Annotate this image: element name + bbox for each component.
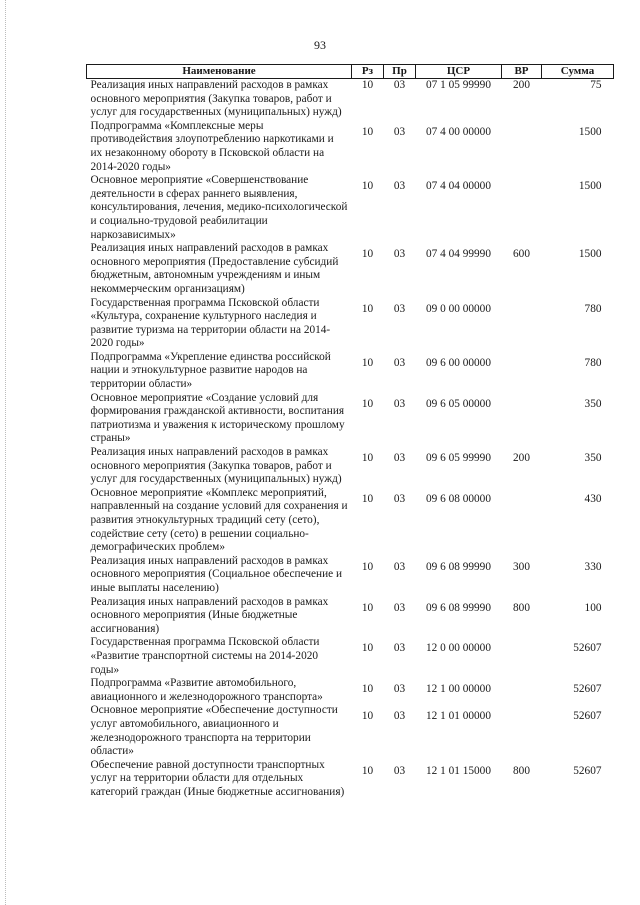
- cell-name: Подпрограмма «Комплексные меры противодействия злоупотреблению наркотиками и их незаконному обороту в Псковской области на 2014-2020 годы»: [90, 119, 334, 173]
- cell-sum: 350: [584, 452, 602, 465]
- cell-name: Основное мероприятие «Совершенствование деятельности в сферах раннего выявления, консультирования, лечения, медико-психологической и социально-трудовой реабилитации наркозависимых»: [90, 174, 348, 241]
- column-header-rz: Рз: [352, 65, 384, 79]
- cell-csr: 07 4 04 99990: [426, 248, 491, 261]
- cell-name: Основное мероприятие «Создание условий для формирования гражданской активности, воспитания патриотизма и уважения к историческому прошлому страны»: [90, 391, 345, 445]
- cell-csr: 07 4 00 00000: [426, 125, 491, 138]
- scan-edge-line: [5, 0, 6, 905]
- column-header-pr: Пр: [384, 65, 416, 79]
- cell-sum: 1500: [578, 180, 602, 193]
- cell-csr: 12 1 01 15000: [426, 764, 491, 777]
- cell-pr: 03: [393, 302, 406, 315]
- cell-csr: 09 6 05 00000: [426, 397, 491, 410]
- cell-vr: 200: [513, 452, 530, 465]
- cell-name: Основное мероприятие «Обеспечение доступности услуг автомобильного, авиационного и железнодорожного транспорта на территории области»: [90, 704, 338, 758]
- table-row: [87, 636, 614, 677]
- cell-sum: 52607: [573, 710, 602, 723]
- cell-pr: 03: [393, 180, 406, 193]
- cell-rz: 10: [361, 683, 374, 696]
- cell-name: Реализация иных направлений расходов в рамках основного мероприятия (Социальное обеспечение и иные выплаты населению): [90, 554, 343, 594]
- cell-sum: 100: [584, 601, 602, 614]
- cell-sum: 330: [584, 560, 602, 573]
- table-row: [87, 174, 614, 242]
- cell-rz: 10: [361, 452, 374, 465]
- page-number: 93: [314, 38, 326, 52]
- cell-name: Государственная программа Псковской области «Культура, сохранение культурного наследия и развитие туризма на территории области на 2014-2020 годы»: [90, 296, 331, 350]
- table-header-row: [87, 65, 614, 79]
- cell-pr: 03: [393, 601, 406, 614]
- table-row: [87, 555, 614, 596]
- column-header-csr: ЦСР: [416, 65, 502, 79]
- cell-rz: 10: [361, 601, 374, 614]
- cell-vr: 800: [513, 601, 530, 614]
- table-body: [87, 79, 614, 800]
- table-row: [87, 351, 614, 392]
- cell-rz: 10: [361, 180, 374, 193]
- cell-csr: 09 6 05 99990: [426, 452, 491, 465]
- column-header-vr: ВР: [502, 65, 542, 79]
- cell-csr: 12 0 00 00000: [426, 642, 491, 655]
- table-row: [87, 596, 614, 637]
- cell-rz: 10: [361, 356, 374, 369]
- cell-vr: 800: [513, 764, 530, 777]
- cell-name: Основное мероприятие «Комплекс мероприятий, направленный на создание условий для сохранения и развития этнокультурных традиций сету (сето), содействие сету (сето) в решении социально-демографических проблем»: [90, 486, 348, 554]
- cell-pr: 03: [393, 710, 406, 723]
- cell-rz: 10: [361, 764, 374, 777]
- cell-pr: 03: [393, 79, 406, 91]
- cell-name: Государственная программа Псковской области «Развитие транспортной системы на 2014-2020 годы»: [90, 636, 320, 676]
- cell-pr: 03: [393, 764, 406, 777]
- cell-name: Реализация иных направлений расходов в рамках основного мероприятия (Закупка товаров, работ и услуг для государственных (муниципальных) нужд): [90, 446, 342, 486]
- cell-vr: 300: [513, 560, 530, 573]
- budget-table: [86, 64, 614, 799]
- cell-name: Подпрограмма «Укрепление единства российской нации и этнокультурное развитие народов на территории области»: [90, 350, 331, 391]
- cell-name: Подпрограмма «Развитие автомобильного, авиационного и железнодорожного транспорта»: [90, 677, 323, 703]
- cell-name: Реализация иных направлений расходов в рамках основного мероприятия (Предоставление субсидий бюджетным, автономным учреждениям и иным некоммерческим организациям): [90, 242, 339, 295]
- column-header-name: Наименование: [87, 65, 352, 79]
- table-row: [87, 759, 614, 800]
- cell-sum: 52607: [573, 764, 602, 777]
- cell-vr: [502, 120, 542, 174]
- cell-rz: 10: [361, 125, 374, 138]
- cell-csr: 09 6 08 00000: [426, 492, 491, 505]
- cell-pr: 03: [393, 560, 406, 573]
- cell-csr: 07 4 04 00000: [426, 180, 491, 193]
- cell-csr: 07 1 05 99990: [426, 79, 491, 91]
- cell-csr: 12 1 00 00000: [426, 683, 491, 696]
- table-row: [87, 487, 614, 555]
- cell-vr: [502, 636, 542, 677]
- cell-sum: 52607: [573, 683, 602, 696]
- table-row: [87, 704, 614, 758]
- cell-name: Реализация иных направлений расходов в рамках основного мероприятия (Иные бюджетные ассигнования): [90, 595, 329, 635]
- cell-sum: 780: [584, 302, 602, 315]
- cell-vr: 600: [513, 248, 530, 261]
- cell-csr: 09 6 08 99990: [426, 601, 491, 614]
- cell-vr: [502, 677, 542, 704]
- cell-rz: 10: [361, 397, 374, 410]
- cell-rz: 10: [361, 492, 374, 505]
- cell-vr: [502, 392, 542, 446]
- cell-sum: 350: [584, 397, 602, 410]
- cell-sum: 430: [584, 492, 602, 505]
- cell-vr: 200: [513, 79, 530, 91]
- table-row: [87, 392, 614, 446]
- cell-pr: 03: [393, 356, 406, 369]
- cell-sum: 75: [590, 79, 602, 91]
- cell-pr: 03: [393, 397, 406, 410]
- cell-rz: 10: [361, 248, 374, 261]
- cell-csr: 09 0 00 00000: [426, 302, 491, 315]
- cell-rz: 10: [361, 710, 374, 723]
- cell-pr: 03: [393, 248, 406, 261]
- table-row: [87, 79, 614, 120]
- cell-rz: 10: [361, 560, 374, 573]
- cell-name: Реализация иных направлений расходов в рамках основного мероприятия (Закупка товаров, работ и услуг для государственных (муниципальных) нужд): [90, 79, 342, 119]
- cell-sum: 780: [584, 356, 602, 369]
- cell-vr: [502, 704, 542, 758]
- cell-pr: 03: [393, 683, 406, 696]
- cell-rz: 10: [361, 79, 374, 91]
- cell-rz: 10: [361, 642, 374, 655]
- table-row: [87, 242, 614, 296]
- cell-sum: 52607: [573, 642, 602, 655]
- column-header-sum: Сумма: [542, 65, 614, 79]
- cell-vr: [502, 174, 542, 242]
- cell-vr: [502, 351, 542, 392]
- cell-pr: 03: [393, 125, 406, 138]
- cell-pr: 03: [393, 492, 406, 505]
- table-row: [87, 297, 614, 351]
- table-row: [87, 677, 614, 704]
- table-row: [87, 446, 614, 487]
- cell-pr: 03: [393, 452, 406, 465]
- table-row: [87, 120, 614, 174]
- cell-csr: 09 6 08 99990: [426, 560, 491, 573]
- cell-sum: 1500: [578, 125, 602, 138]
- cell-vr: [502, 297, 542, 351]
- cell-csr: 12 1 01 00000: [426, 710, 491, 723]
- cell-csr: 09 6 00 00000: [426, 356, 491, 369]
- cell-pr: 03: [393, 642, 406, 655]
- cell-sum: 1500: [578, 248, 602, 261]
- cell-vr: [502, 487, 542, 555]
- cell-rz: 10: [361, 302, 374, 315]
- cell-name: Обеспечение равной доступности транспортных услуг на территории области для отдельных категорий граждан (Иные бюджетные ассигнования): [90, 758, 345, 798]
